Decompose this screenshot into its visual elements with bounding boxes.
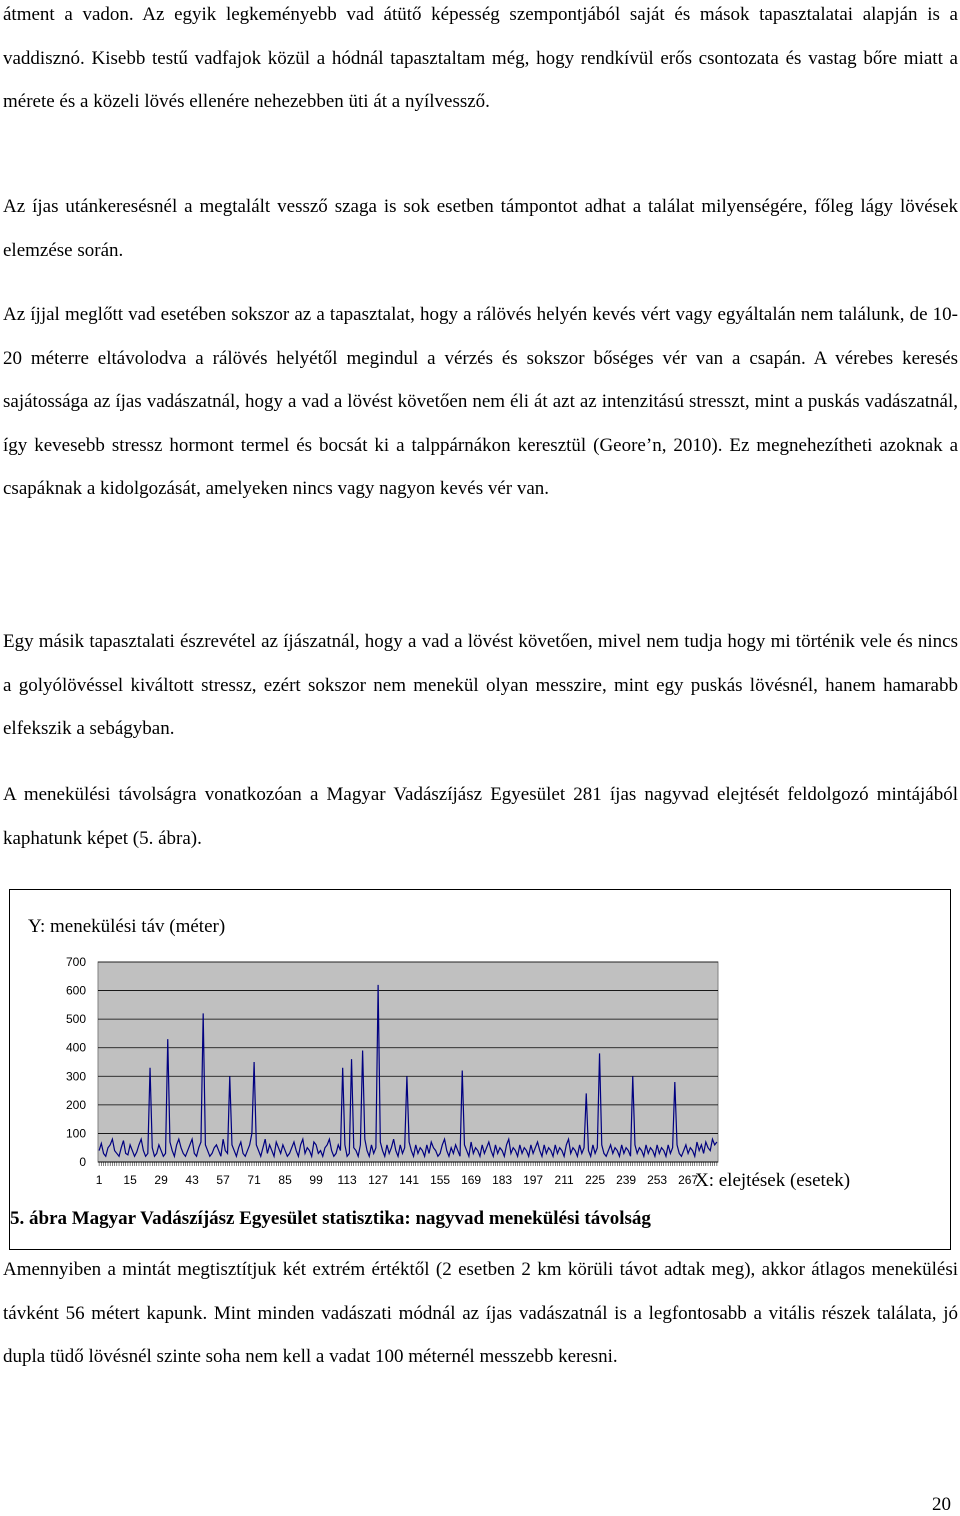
x-tick-label: 15 <box>123 1173 137 1187</box>
x-tick-label: 183 <box>492 1173 513 1187</box>
x-tick-label: 225 <box>585 1173 606 1187</box>
x-tick-label: 113 <box>337 1173 357 1187</box>
y-tick-label: 500 <box>65 1012 86 1027</box>
y-tick-label: 100 <box>65 1126 86 1141</box>
y-axis-title: Y: menekülési táv (méter) <box>28 916 226 937</box>
x-axis-title: X: elejtések (esetek) <box>695 1170 851 1191</box>
x-tick-label: 211 <box>554 1173 574 1187</box>
y-tick-label: 0 <box>79 1155 86 1169</box>
x-tick-label: 155 <box>430 1173 451 1187</box>
x-tick-label: 169 <box>461 1173 482 1187</box>
plot-area <box>98 962 718 1162</box>
paragraph-2: Az íjas utánkeresésnél a megtalált vessző szaga is sok esetben támpontot adhat a találat milyenségére, főleg lágy lövések elemzése során. <box>3 196 958 261</box>
x-tick-label: 267 <box>678 1173 699 1187</box>
page-number: 20 <box>932 1494 951 1515</box>
figure-5-chart <box>9 889 951 1250</box>
paragraph-3: Az íjjal meglőtt vad esetében sokszor az a tapasztalat, hogy a rálövés helyén kevés vért vagy egyáltalán nem találunk, de 10-20 méterre eltávolodva a rálövés helyétől megindul a vérzés és sokszor bőséges vér van a csapán. A vérebes keresés sajátossága az íjas vadászatnál, hogy a vad a lövést követően nem éli át azt az intenzitású stresszt, mint a puskás vadászatnál, így kevesebb stressz hormont termel és bocsát ki a talppárnákon keresztül (Geore’n, 2010). Ez megnehezítheti azoknak a csapáknak a kidolgozását, amelyeken nincs vagy nagyon kevés vér van. <box>3 304 958 499</box>
distance-line-chart <box>10 890 950 1249</box>
x-tick-label: 29 <box>154 1173 168 1187</box>
x-tick-label: 43 <box>185 1173 199 1187</box>
paragraph-1: átment a vadon. Az egyik legkeményebb vad átütő képesség szempontjából saját és mások tapasztalatai alapján is a vaddisznó. Kisebb testű vadfajok közül a hódnál tapasztaltam még, hogy rendkívül erős csontozata és vastag bőre miatt a mérete és a közeli lövés ellenére nehezebben üti át a nyílvessző. <box>3 4 958 112</box>
x-tick-label: 253 <box>647 1173 668 1187</box>
x-tick-label: 239 <box>616 1173 637 1187</box>
x-tick-label: 85 <box>278 1173 292 1187</box>
x-tick-label: 71 <box>247 1173 261 1187</box>
y-tick-label: 400 <box>65 1040 86 1055</box>
x-tick-label: 127 <box>368 1173 389 1187</box>
y-tick-label: 300 <box>65 1069 86 1084</box>
paragraph-4: Egy másik tapasztalati észrevétel az íjászatnál, hogy a vad a lövést követően, mivel nem tudja hogy mi történik vele és nincs a golyólövéssel kiváltott stressz, ezért sokszor nem menekül olyan messzire, mint egy puskás lövésnél, hanem hamarabb elfekszik a sebágyban. <box>3 631 958 739</box>
x-tick-label: 57 <box>216 1173 230 1187</box>
x-tick-label: 141 <box>399 1173 420 1187</box>
y-tick-label: 600 <box>65 983 86 998</box>
y-tick-label: 700 <box>65 955 86 969</box>
x-tick-label: 1 <box>95 1173 103 1187</box>
x-tick-label: 197 <box>523 1173 544 1187</box>
x-tick-label: 99 <box>309 1173 323 1187</box>
paragraph-6: Amennyiben a mintát megtisztítjuk két extrém értéktől (2 esetben 2 km körüli távot adtak meg), akkor átlagos menekülési távként 56 métert kapunk. Mint minden vadászati módnál az íjas vadászatnál is a legfontosabb a vitális részek találata, jó dupla tüdő lövésnél szinte soha nem kell a vadat 100 méternél messzebb keresni. <box>3 1259 958 1367</box>
figure-caption: 5. ábra Magyar Vadászíjász Egyesület statisztika: nagyvad menekülési távolság <box>10 1208 651 1229</box>
y-tick-label: 200 <box>65 1097 86 1112</box>
paragraph-5: A menekülési távolságra vonatkozóan a Magyar Vadászíjász Egyesület 281 íjas nagyvad elejtését feldolgozó mintájából kaphatunk képet (5. ábra). <box>3 784 958 849</box>
